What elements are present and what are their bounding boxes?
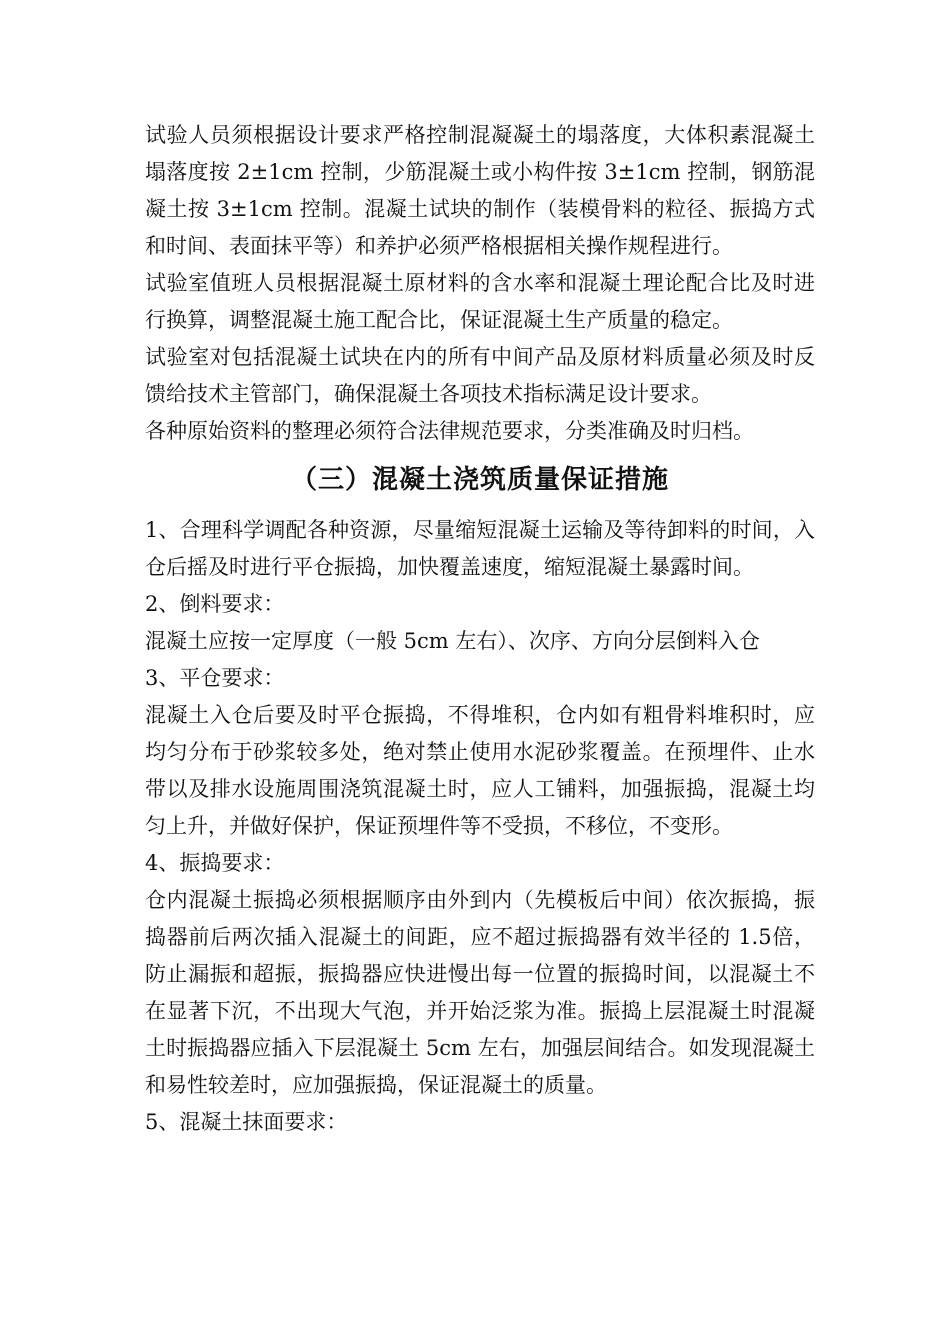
- paragraph-item-3-title: 3、平仓要求：: [145, 666, 285, 690]
- paragraph-slump-control: 试验人员须根据设计要求严格控制混凝凝土的塌落度，大体积素混凝土塌落度按 2±1cm 控制，少筋混凝土或小构件按 3±1cm 控制，钢筋混凝土按 3±1cm 控制。混凝土试块的制作（装模骨料的粒径、振捣方式和时间、表面抹平等）和养护必须严格根据相关操作规程进行。: [145, 123, 815, 258]
- paragraph-item-2-title: 2、倒料要求：: [145, 592, 285, 616]
- section-heading: （三）混凝土浇筑质量保证措施: [290, 465, 669, 495]
- paragraph-item-4-body: 仓内混凝土振捣必须根据顺序由外到内（先模板后中间）依次振捣，振捣器前后两次插入混凝土的间距，应不超过振捣器有效半径的 1.5倍，防止漏振和超振，振捣器应快进慢出每一位置的振捣时间，以混凝土不在显著下沉，不出现大气泡，并开始泛浆为准。振捣上层混凝土时混凝土时振捣器应插入下层混凝土 5cm 左右，加强层间结合。如发现混凝土和易性较差时，应加强振捣，保证混凝土的质量。: [145, 888, 815, 1097]
- paragraph-item-3-body: 混凝土入仓后要及时平仓振捣，不得堆积，仓内如有粗骨料堆积时，应均匀分布于砂浆较多处，绝对禁止使用水泥砂浆覆盖。在预埋件、止水带以及排水设施周围浇筑混凝土时，应人工铺料，加强振捣，混凝土均匀上升，并做好保护，保证预埋件等不受损，不移位，不变形。: [145, 703, 815, 838]
- paragraph-archiving: 各种原始资料的整理必须符合法律规范要求，分类准确及时归档。: [145, 419, 754, 443]
- paragraph-item-4-title: 4、振捣要求：: [145, 851, 285, 875]
- paragraph-mix-conversion: 试验室值班人员根据混凝土原材料的含水率和混凝土理论配合比及时进行换算，调整混凝土施工配合比，保证混凝土生产质量的稳定。: [145, 271, 815, 332]
- paragraph-item-2-body: 混凝土应按一定厚度（一般 5cm 左右）、次序、方向分层倒料入仓: [145, 629, 760, 653]
- paragraph-item-1: 1、合理科学调配各种资源，尽量缩短混凝土运输及等待卸料的时间，入仓后摇及时进行平仓振捣，加快覆盖速度，缩短混凝土暴露时间。: [145, 518, 815, 579]
- paragraph-item-5-title: 5、混凝土抹面要求：: [145, 1110, 348, 1134]
- document-body: [145, 117, 815, 1141]
- paragraph-quality-feedback: 试验室对包括混凝土试块在内的所有中间产品及原材料质量必须及时反馈给技术主管部门，确保混凝土各项技术指标满足设计要求。: [145, 345, 815, 406]
